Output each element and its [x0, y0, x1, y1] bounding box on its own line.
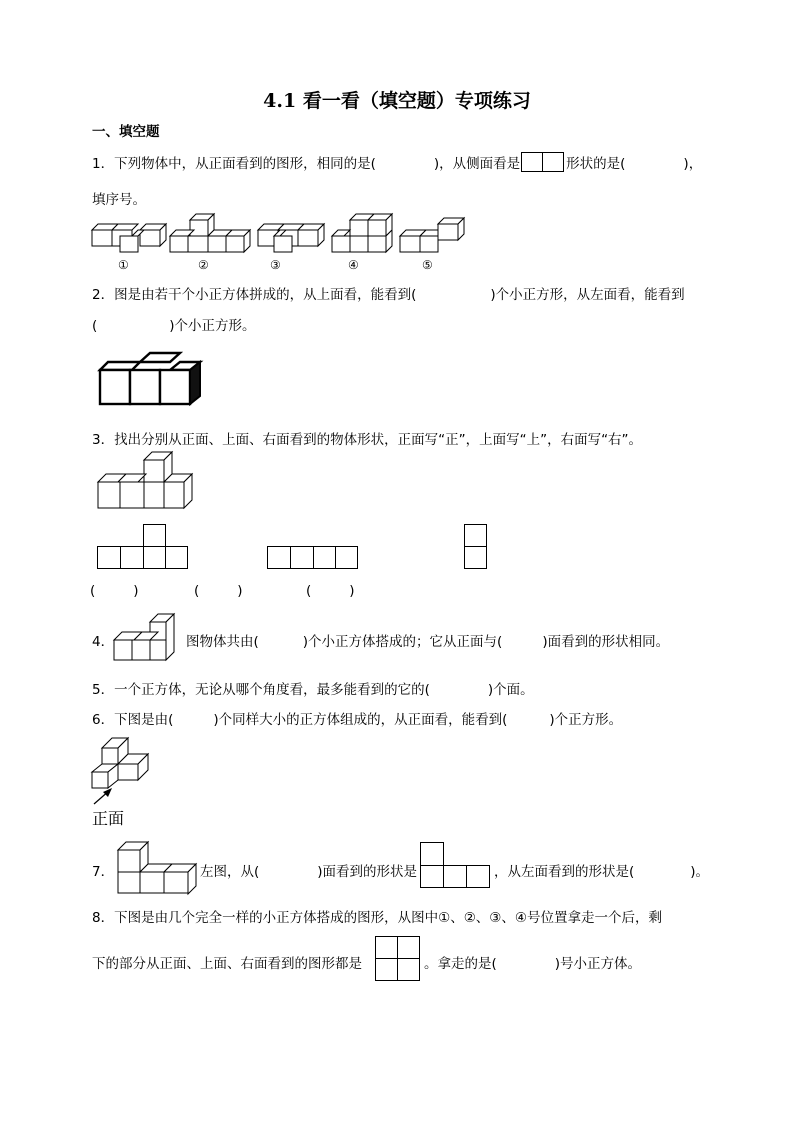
q4-text-c: )个小正方体搭成的；它从正面与(	[302, 634, 503, 650]
q8-line2-b	[424, 952, 641, 972]
q8-text-c: )号小正方体。	[554, 956, 642, 972]
page-title: 4.1 看一看（填空题）专项练习	[263, 90, 531, 112]
q7-text-d: ，从左面看到的形状是(	[494, 864, 635, 880]
section-heading: 一、填空题	[92, 124, 160, 140]
q3-cube-figure-icon	[96, 452, 198, 508]
q6-front-label: 正面	[92, 809, 125, 828]
q6-text-b: )个同样大小的正方体组成的，从正面看，能看到(	[213, 712, 508, 728]
q1-text-a: 1．下列物体中，从正面看到的图形，相同的是(	[92, 156, 376, 172]
q2-line1	[92, 283, 685, 303]
q4-text-d: )面看到的形状相同。	[542, 634, 670, 650]
q4-cube-figure-icon	[112, 612, 188, 662]
q1-figures	[90, 214, 490, 254]
q3-view-c-icon	[464, 524, 490, 570]
q7-text-b: 左图，从(	[200, 864, 260, 880]
q4-line	[186, 630, 669, 650]
q3-blank-1[interactable]	[90, 583, 139, 599]
q1-figure-1-icon	[92, 224, 166, 252]
q3-paren-close-3: )	[349, 583, 355, 599]
q6-text-c: )个正方形。	[549, 712, 623, 728]
q6-text-a: 6．下图是由(	[92, 712, 174, 728]
q2-text-d: )个小正方形。	[169, 318, 256, 334]
q1-line2: 填序号。	[92, 192, 146, 208]
q3-blank-3[interactable]	[306, 583, 355, 599]
q3-view-a-icon	[97, 524, 191, 570]
q1-figure-3-icon	[258, 224, 324, 252]
q6-line	[92, 708, 622, 728]
q7-number: 7．	[92, 864, 115, 880]
q1-label-4: ④	[348, 258, 359, 272]
q1-line1	[92, 152, 702, 172]
q3-paren-open-3: (	[306, 583, 312, 599]
q5-text-b: )个面。	[487, 682, 534, 698]
q7-line-part2	[494, 860, 709, 880]
q6-cube-figure-icon	[88, 738, 154, 808]
q7-text-e: )。	[690, 864, 710, 880]
q1-figure-2-icon	[170, 214, 250, 252]
q4-number: 4．	[92, 634, 115, 650]
q3-line1: 3．找出分别从正面、上面、右面看到的物体形状，正面写“正”，上面写“上”，右面写“右”。	[92, 432, 643, 448]
q7-text-c: )面看到的形状是	[317, 864, 418, 880]
q3-paren-close-1: )	[133, 583, 139, 599]
q5-line	[92, 678, 534, 698]
q2-text-a: 2．图是由若干个小正方体拼成的，从上面看，能看到(	[92, 287, 417, 303]
q2-cube-figure-icon	[96, 352, 206, 410]
q1-label-2: ②	[198, 258, 209, 272]
q2-line2	[92, 314, 256, 334]
q1-text-d: )，	[683, 156, 703, 172]
q1-label-5: ⑤	[422, 258, 433, 272]
q1-text-b: )，从侧面看是	[433, 156, 521, 172]
q7-shape-icon	[420, 842, 492, 890]
q3-paren-open-1: (	[90, 583, 96, 599]
q3-view-b-icon	[267, 546, 361, 570]
q1-label-1: ①	[118, 258, 129, 272]
q1-figure-5-icon	[400, 218, 464, 252]
q3-blank-2[interactable]	[194, 583, 243, 599]
q8-grid-icon	[375, 936, 423, 984]
q7-line-part1	[200, 860, 417, 880]
q3-paren-close-2: )	[237, 583, 243, 599]
q1-two-squares-icon	[521, 152, 565, 170]
q7-cube-figure-icon	[116, 842, 200, 894]
q2-text-b: )个小正方形，从左面看，能看到	[490, 287, 685, 303]
q1-text-c: 形状的是(	[566, 156, 626, 172]
q8-line1: 8．下图是由几个完全一样的小正方体搭成的图形，从图中①、②、③、④号位置拿走一个后，剩	[92, 910, 662, 926]
q1-label-3: ③	[270, 258, 281, 272]
q3-paren-open-2: (	[194, 583, 200, 599]
q2-text-c: (	[92, 318, 98, 334]
q8-text-b: 。拿走的是(	[424, 956, 497, 972]
q4-text-b: 图物体共由(	[186, 634, 259, 650]
q8-line2-a: 下的部分从正面、上面、右面看到的图形都是	[92, 956, 362, 972]
q1-figure-4-icon	[332, 214, 392, 252]
q5-text-a: 5．一个正方体，无论从哪个角度看，最多能看到的它的(	[92, 682, 430, 698]
